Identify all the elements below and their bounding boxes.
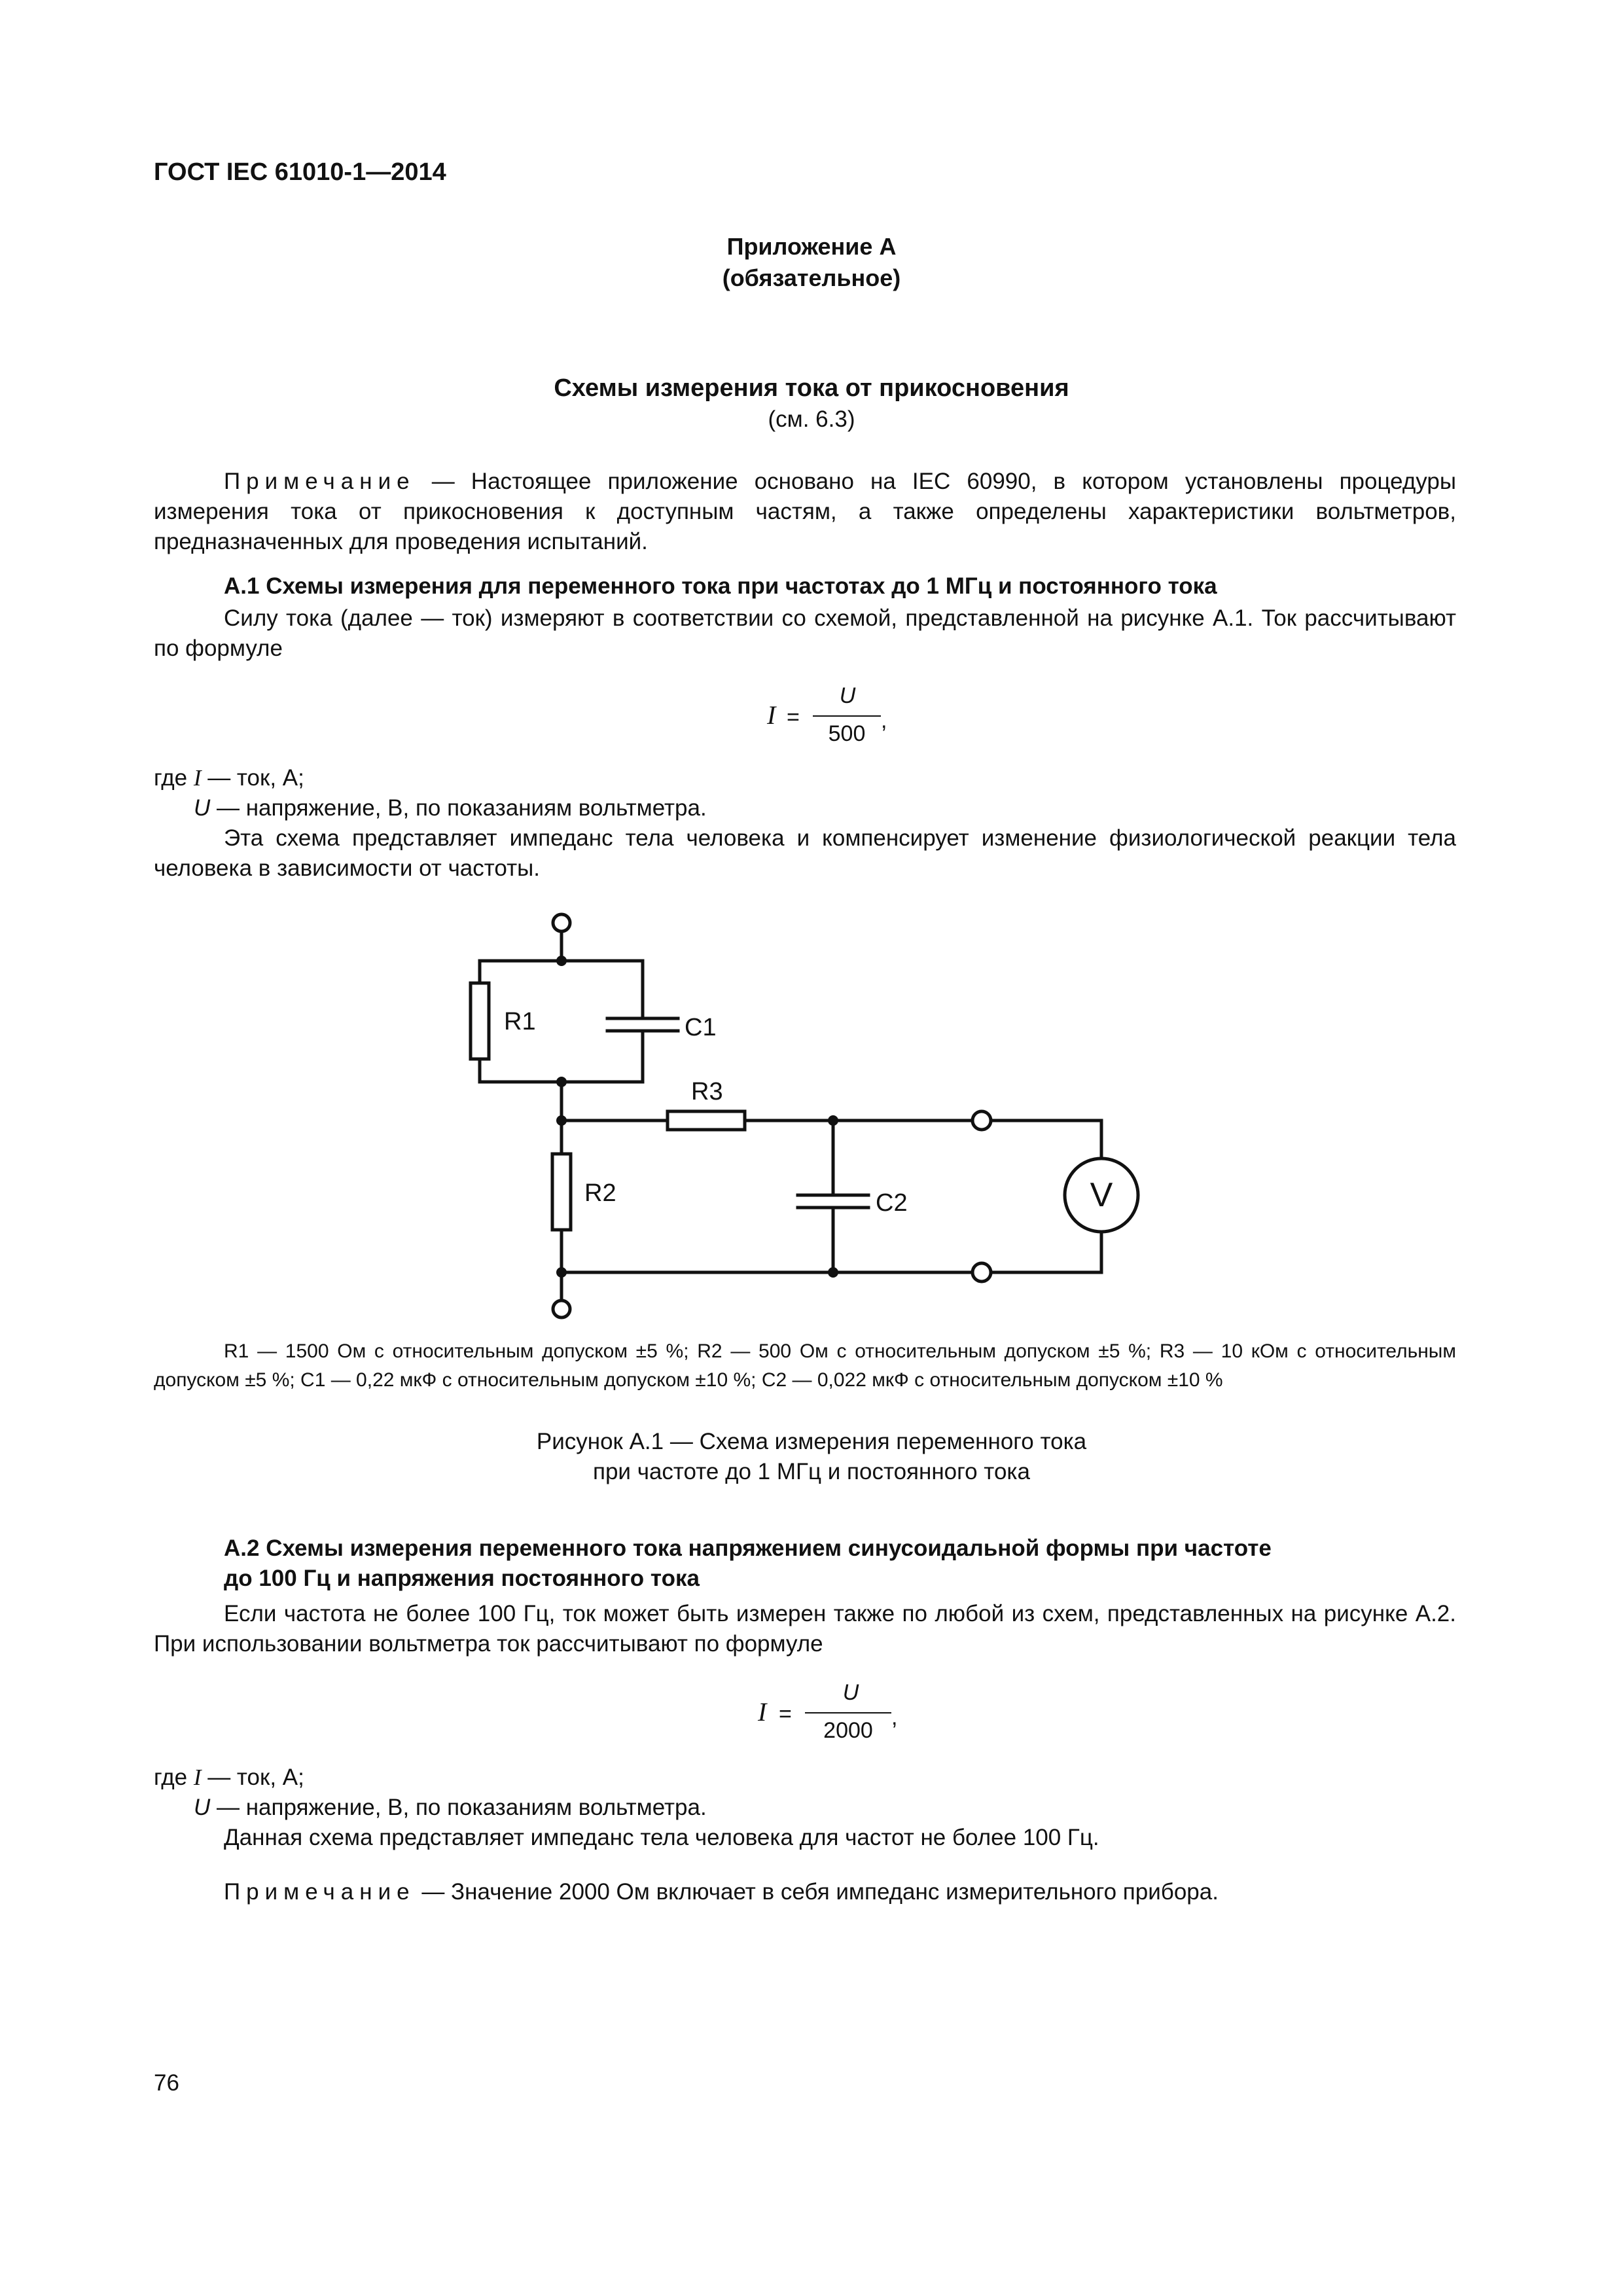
- formula-denominator: 500: [828, 721, 866, 746]
- section-a1-heading: А.1 Схемы измерения для переменного тока при частотах до 1 МГц и постоянного тока: [224, 573, 1217, 599]
- note-text: — Значение 2000 Ом включает в себя импеданс измерительного прибора.: [415, 1879, 1219, 1905]
- formula-equals: =: [779, 1702, 792, 1727]
- formula-lhs: I: [758, 1697, 767, 1727]
- annex-status: (обязательное): [722, 264, 901, 291]
- terminal-bottom: [553, 1300, 570, 1318]
- formula-comma: ,: [881, 708, 887, 733]
- formula-lhs: I: [767, 700, 776, 730]
- figure-legend: R1 — 1500 Ом с относительным допуском ±5 %; R2 — 500 Ом с относительным допуском ±5 %; R3 — 10 кОм с относительным допуском ±5 %; С1 — 0,22 мкФ с относительным допуском ±10 %; С2 — 0,022 мкФ с относительным допуском ±10 %: [154, 1340, 1456, 1391]
- junction-dot: [556, 956, 567, 966]
- where-symbol-i: I: [193, 765, 202, 791]
- junction-dot: [828, 1267, 838, 1278]
- section-a1-paragraph-2: Эта схема представляет импеданс тела человека и компенсирует изменение физиологической реакции тела человека в зависимости от частоты.: [154, 825, 1456, 881]
- section-a2-paragraph: Если частота не более 100 Гц, ток может быть измерен также по любой из схем, представленных на рисунке А.2. При использовании вольтметра ток рассчитывают по формуле: [154, 1601, 1456, 1657]
- formula-a2: [753, 1677, 910, 1749]
- figure-caption: [0, 1427, 1623, 1487]
- where-prefix: где: [154, 765, 194, 791]
- terminal-voltmeter-top: [972, 1111, 991, 1130]
- formula-numerator: U: [842, 1680, 859, 1705]
- annex-title: Приложение А: [726, 233, 897, 260]
- where-voltage-line: [194, 1793, 707, 1823]
- resistor-r2: [552, 1154, 571, 1230]
- section-a2-heading-line-1: А.2 Схемы измерения переменного тока напряжением синусоидальной формы при частоте: [224, 1535, 1272, 1561]
- formula-equals: =: [787, 705, 800, 730]
- note-label: Примечание: [224, 469, 416, 494]
- fraction-bar: [805, 1712, 891, 1713]
- formula-numerator: U: [839, 683, 856, 708]
- section-a2-heading: [224, 1534, 1454, 1594]
- note-paragraph: [154, 1877, 1456, 1907]
- standard-designation: ГОСТ IEC 61010-1—2014: [154, 158, 446, 186]
- label-r1: R1: [504, 1008, 536, 1035]
- resistor-r3: [668, 1111, 745, 1130]
- terminal-voltmeter-bottom: [972, 1263, 991, 1282]
- page-title: Схемы измерения тока от прикосновения: [554, 374, 1069, 402]
- where-prefix: где: [154, 1765, 194, 1790]
- where-symbol-i: I: [193, 1765, 202, 1790]
- junction-dot: [556, 1267, 567, 1278]
- label-r3: R3: [691, 1078, 723, 1105]
- title-reference: (см. 6.3): [768, 406, 855, 432]
- note-label: Примечание: [224, 1879, 416, 1905]
- caption-line-2: при частоте до 1 МГц и постоянного тока: [593, 1459, 1030, 1484]
- section-a2-heading-line-2: до 100 Гц и напряжения постоянного тока: [224, 1566, 700, 1591]
- where-symbol-u: U: [194, 795, 211, 821]
- where-voltage-text: — напряжение, В, по показаниям вольтметра.: [210, 795, 707, 821]
- where-symbol-u: U: [194, 1795, 211, 1820]
- where-current-text: — ток, А;: [201, 765, 304, 791]
- where-current-line: [154, 1763, 304, 1793]
- resistor-r1: [471, 983, 489, 1059]
- page-number: 76: [154, 2070, 179, 2096]
- caption-line-1: Рисунок А.1 — Схема измерения переменного тока: [536, 1429, 1087, 1454]
- terminal-top: [553, 914, 570, 931]
- where-current-text: — ток, А;: [201, 1765, 304, 1790]
- section-a2-paragraph-2: Данная схема представляет импеданс тела человека для частот не более 100 Гц.: [224, 1825, 1099, 1850]
- note-text: — Настоящее приложение основано на IEC 60990, в котором установлены процедуры измерения тока от прикосновения к доступным частям, а также определены характеристики вольтметров, предназначенных для проведения испытаний.: [154, 469, 1456, 554]
- where-voltage-text: — напряжение, В, по показаниям вольтметра.: [210, 1795, 707, 1820]
- junction-dot: [556, 1115, 567, 1126]
- formula-denominator: 2000: [823, 1718, 873, 1743]
- junction-dot: [556, 1077, 567, 1087]
- label-r2: R2: [584, 1179, 616, 1207]
- section-a1-paragraph: Силу тока (далее — ток) измеряют в соответствии со схемой, представленной на рисунке А.1. Ток рассчитывают по формуле: [154, 605, 1456, 661]
- label-c2: C2: [876, 1189, 908, 1217]
- label-voltmeter: V: [1090, 1176, 1113, 1214]
- formula-comma: ,: [891, 1705, 898, 1730]
- junction-dot: [828, 1115, 838, 1126]
- label-c1: C1: [685, 1014, 717, 1041]
